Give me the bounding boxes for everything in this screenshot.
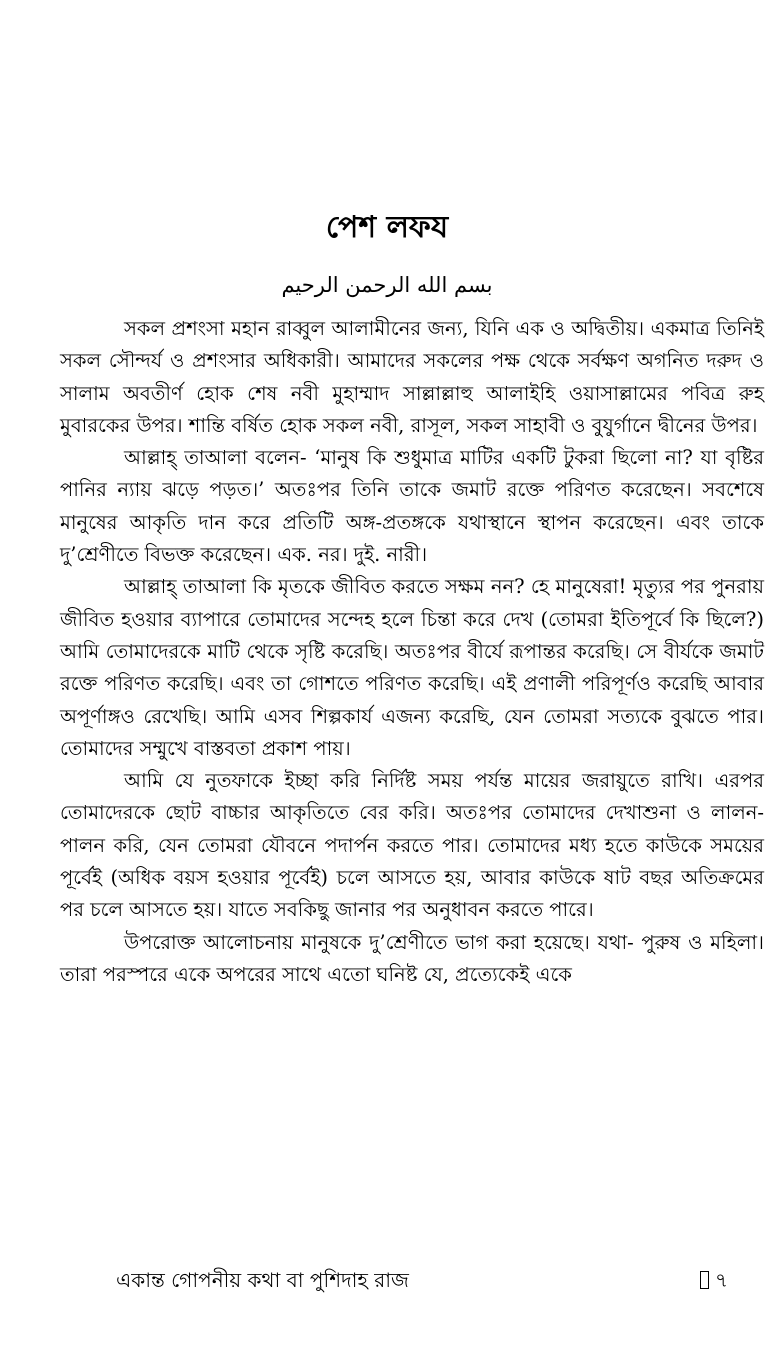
paragraph-creation: আল্লাহ্ তাআলা বলেন- ‘মানুষ কি শুধুমাত্র মাটির একটি টুকরা ছিলো না? যা বৃষ্টির পানির ন্যায় ঝড়ে পড়ত।’ অতঃপর তিনি তাকে জমাট রক্তে পরিণত করেছেন। সবশেষে মানুষের আকৃতি দান করে প্রতিটি অঙ্গ-প্রতঙ্গকে যথাস্থানে স্থাপন করেছেন। এবং তাকে দু’শ্রেণীতে বিভক্ত করেছেন। এক. নর। দুই. নারী। xyxy=(60,446,764,567)
footer-page-number-wrap xyxy=(700,1265,728,1295)
body-text xyxy=(60,313,764,991)
bismillah-line: بسم الله الرحمن الرحيم xyxy=(281,273,493,297)
paragraph-womb: আমি যে নুতফাকে ইচ্ছা করি নির্দিষ্ট সময় পর্যন্ত মায়ের জরায়ুতে রাখি। এরপর তোমাদেরকে ছোট বাচ্চার আকৃতিতে বের করি। অতঃপর তোমাদের দেখাশুনা ও লালন-পালন করি, যেন তোমরা যৌবনে পদার্পন করতে পার। তোমাদের মধ্য হতে কাউকে সময়ের পূর্বেই (অধিক বয়স হওয়ার পূর্বেই) চলে আসতে হয়, আবার কাউকে ষাট বছর অতিক্রমের পর চলে আসতে হয়। যাতে সবকিছু জানার পর অনুধাবন করতে পারে। xyxy=(60,769,764,922)
page-box-icon xyxy=(700,1271,709,1289)
paragraph-resurrection: আল্লাহ্ তাআলা কি মৃতকে জীবিত করতে সক্ষম নন? হে মানুষেরা! মৃত্যুর পর পুনরায় জীবিত হওয়ার ব্যাপারে তোমাদের সন্দেহ হলে চিন্তা করে দেখ (তোমরা ইতিপূর্বে কি ছিলে?) আমি তোমাদেরকে মাটি থেকে সৃষ্টি করেছি। অতঃপর বীর্যে রূপান্তর করেছি। সে বীর্যকে জমাট রক্তে পরিণত করেছি। এবং তা গোশতে পরিণত করেছি। এই প্রণালী পরিপূর্ণও করেছি আবার অপূর্ণাঙ্গও রেখেছি। আমি এসব শিল্পকার্য এজন্য করেছি, যেন তোমরা সত্যকে বুঝতে পার। তোমাদের সম্মুখে বাস্তবতা প্রকাশ পায়। xyxy=(60,575,764,760)
page-footer xyxy=(0,1265,774,1295)
footer-page-number: ৭ xyxy=(715,1268,729,1292)
paragraph-praise: সকল প্রশংসা মহান রাব্বুল আলামীনের জন্য, যিনি এক ও অদ্বিতীয়। একমাত্র তিনিই সকল সৌন্দর্য ও প্রশংসার অধিকারী। আমাদের সকলের পক্ষ থেকে সর্বক্ষণ অগনিত দরুদ ও সালাম অবতীর্ণ হোক শেষ নবী মুহাম্মাদ সাল্লাল্লাহু আলাইহি ওয়াসাল্লামের পবিত্র রুহ মুবারকের উপর। শান্তি বর্ষিত হোক সকল নবী, রাসূল, সকল সাহাবী ও বুযুর্গানে দ্বীনের উপর। xyxy=(60,317,764,437)
footer-book-title: একান্ত গোপনীয় কথা বা পুশিদাহ রাজ xyxy=(116,1268,409,1292)
page-title: পেশ লফয xyxy=(325,210,449,245)
paragraph-two-classes: উপরোক্ত আলোচনায় মানুষকে দু’শ্রেণীতে ভাগ করা হয়েছে। যথা- পুরুষ ও মহিলা। তারা পরস্পরে একে অপরের সাথে এতো ঘনিষ্ট যে, প্রত্যেকেই একে xyxy=(60,930,764,986)
